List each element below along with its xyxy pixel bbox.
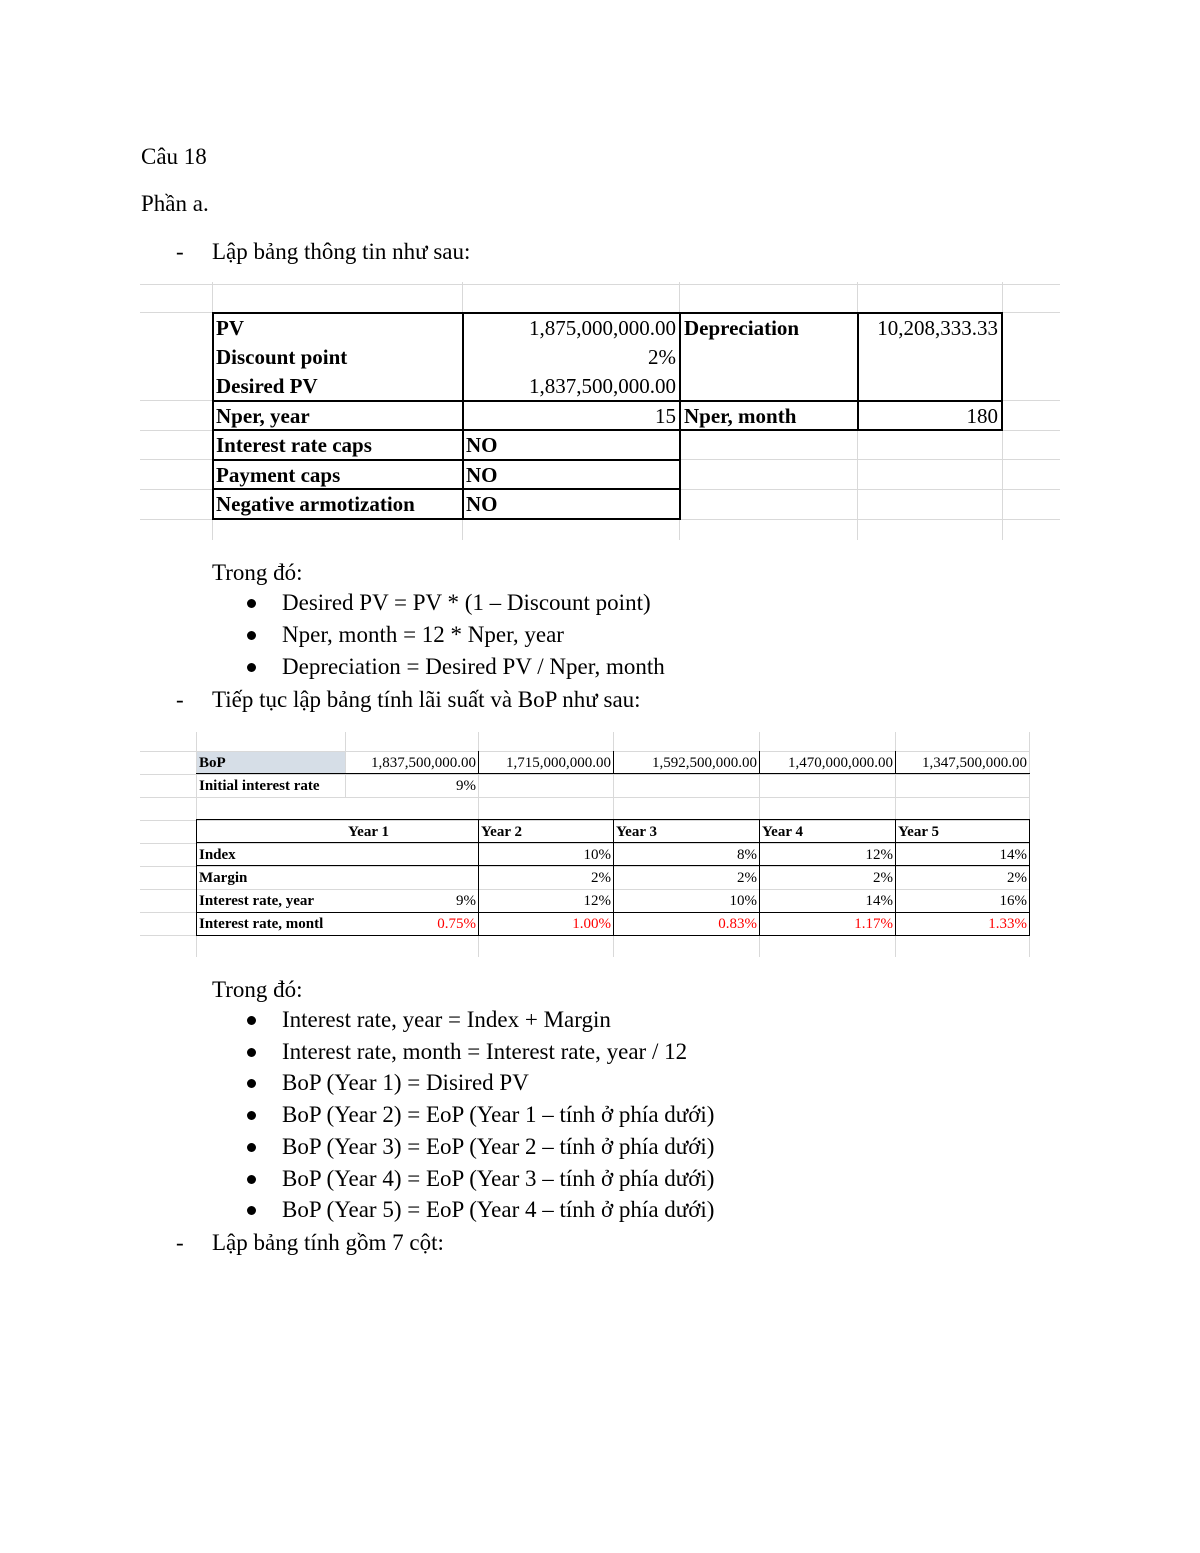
where2-item: BoP (Year 4) = EoP (Year 3 – tính ở phía dưới)	[282, 1166, 715, 1191]
bop-value: 1,347,500,000.00	[922, 755, 1027, 771]
rate-month-value: 1.33%	[988, 916, 1027, 932]
bullet-icon	[247, 663, 256, 672]
payment-caps-value: NO	[466, 463, 498, 487]
bop-value: 1,592,500,000.00	[652, 755, 757, 771]
pv-value: 1,875,000,000.00	[529, 316, 676, 340]
step3-text: Lập bảng tính gồm 7 cột:	[212, 1230, 444, 1255]
year-header: Year 1	[348, 824, 389, 840]
margin-value: 2%	[591, 870, 611, 886]
where2-item: BoP (Year 1) = Disired PV	[282, 1070, 529, 1095]
desired-pv-label: Desired PV	[216, 374, 318, 398]
year-header: Year 2	[481, 824, 522, 840]
year-header: Year 4	[762, 824, 803, 840]
index-value: 8%	[737, 847, 757, 863]
bullet-icon	[247, 631, 256, 640]
rate-month-value: 1.17%	[854, 916, 893, 932]
year-header: Year 3	[616, 824, 657, 840]
initial-rate-value: 9%	[456, 778, 476, 794]
bullet-icon	[247, 1016, 256, 1025]
nper-year-label: Nper, year	[216, 404, 310, 428]
step1-text: Lập bảng thông tin như sau:	[212, 239, 471, 264]
initial-rate-label: Initial interest rate	[199, 778, 320, 794]
where1-intro: Trong đó:	[212, 560, 303, 585]
index-value: 10%	[583, 847, 611, 863]
bop-value: 1,837,500,000.00	[371, 755, 476, 771]
index-value: 12%	[865, 847, 893, 863]
bullet-icon	[247, 1175, 256, 1184]
rate-year-value: 12%	[583, 893, 611, 909]
where1-item: Desired PV = PV * (1 – Discount point)	[282, 590, 651, 615]
where2-item: BoP (Year 3) = EoP (Year 2 – tính ở phía dưới)	[282, 1134, 715, 1159]
desired-pv-value: 1,837,500,000.00	[529, 374, 676, 398]
where2-intro: Trong đó:	[212, 977, 303, 1002]
dash-bullet: -	[176, 239, 184, 264]
nper-year-value: 15	[655, 404, 676, 428]
year-header: Year 5	[898, 824, 939, 840]
bop-value: 1,470,000,000.00	[788, 755, 893, 771]
depreciation-value: 10,208,333.33	[877, 316, 998, 340]
nper-month-value: 180	[966, 404, 998, 428]
step2-text: Tiếp tục lập bảng tính lãi suất và BoP như sau:	[212, 687, 641, 712]
part-title: Phần a.	[141, 191, 209, 216]
rate-caps-label: Interest rate caps	[216, 433, 372, 457]
rate-year-value: 10%	[729, 893, 757, 909]
margin-value: 2%	[737, 870, 757, 886]
negative-amortization-value: NO	[466, 492, 498, 516]
where1-item: Nper, month = 12 * Nper, year	[282, 622, 564, 647]
where2-item: BoP (Year 5) = EoP (Year 4 – tính ở phía dưới)	[282, 1197, 715, 1222]
rate-month-value: 0.83%	[718, 916, 757, 932]
bop-label: BoP	[199, 755, 226, 771]
where1-item: Depreciation = Desired PV / Nper, month	[282, 654, 665, 679]
discount-label: Discount point	[216, 345, 348, 369]
rate-month-value: 1.00%	[572, 916, 611, 932]
interest-rate-table	[140, 732, 1030, 957]
dash-bullet: -	[176, 687, 184, 712]
payment-caps-label: Payment caps	[216, 463, 341, 487]
question-title: Câu 18	[141, 144, 207, 169]
discount-value: 2%	[648, 345, 676, 369]
info-table	[140, 282, 1060, 540]
bullet-icon	[247, 1079, 256, 1088]
rate-month-value: 0.75%	[437, 916, 476, 932]
where2-item: Interest rate, year = Index + Margin	[282, 1007, 611, 1032]
index-label: Index	[199, 847, 236, 863]
rate-year-value: 9%	[456, 893, 476, 909]
where2-item: Interest rate, month = Interest rate, year / 12	[282, 1039, 688, 1064]
bullet-icon	[247, 1206, 256, 1215]
negative-amortization-label: Negative armotization	[216, 492, 415, 516]
pv-label: PV	[216, 316, 244, 340]
rate-caps-value: NO	[466, 433, 498, 457]
index-value: 14%	[999, 847, 1027, 863]
depreciation-label: Depreciation	[684, 316, 800, 340]
margin-value: 2%	[873, 870, 893, 886]
where2-item: BoP (Year 2) = EoP (Year 1 – tính ở phía dưới)	[282, 1102, 715, 1127]
rate-year-value: 14%	[865, 893, 893, 909]
rate-month-label: Interest rate, montl	[199, 916, 324, 932]
margin-value: 2%	[1007, 870, 1027, 886]
nper-month-label: Nper, month	[684, 404, 797, 428]
bullet-icon	[247, 599, 256, 608]
rate-year-value: 16%	[999, 893, 1027, 909]
bullet-icon	[247, 1048, 256, 1057]
rate-year-label: Interest rate, year	[199, 893, 315, 909]
bullet-icon	[247, 1111, 256, 1120]
bullet-icon	[247, 1143, 256, 1152]
dash-bullet: -	[176, 1230, 184, 1255]
margin-label: Margin	[199, 870, 248, 886]
bop-value: 1,715,000,000.00	[506, 755, 611, 771]
